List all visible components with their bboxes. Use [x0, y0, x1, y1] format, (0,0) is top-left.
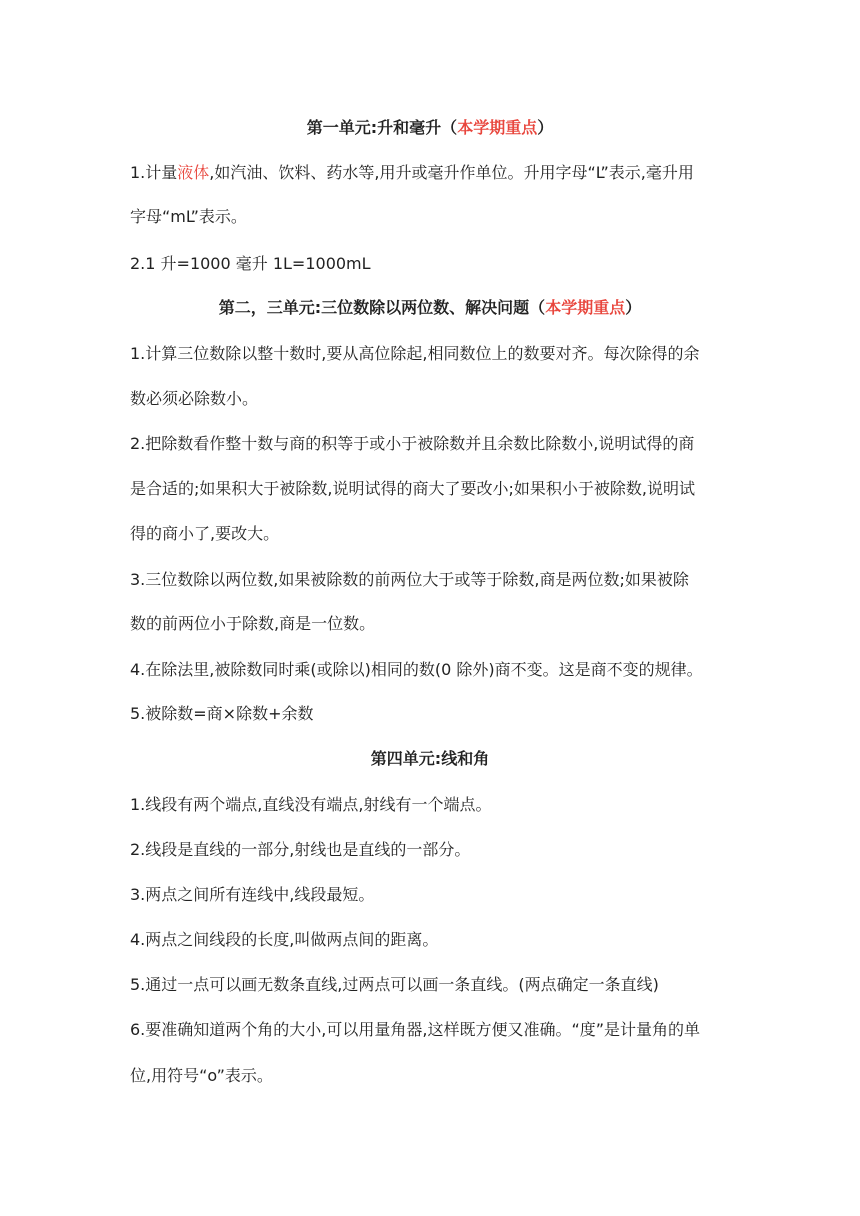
paragraph-line: 数的前两位小于除数,商是一位数。	[130, 614, 376, 633]
section-title: 第四单元:线和角	[370, 749, 490, 768]
text-segment: 1.计量	[130, 163, 178, 182]
section-heading-unit-4	[0, 749, 860, 769]
paragraph-line: 4.在除法里,被除数同时乘(或除以)相同的数(0 除外)商不变。这是商不变的规律。	[130, 660, 703, 679]
paragraph-line: 位,用符号“o”表示。	[130, 1066, 273, 1085]
paragraph-line: 5.被除数=商×除数+余数	[130, 704, 314, 723]
paragraph-line: 1.计算三位数除以整十数时,要从高位除起,相同数位上的数要对齐。每次除得的余	[130, 344, 700, 363]
paragraph-line: 2.把除数看作整十数与商的积等于或小于被除数并且余数比除数小,说明试得的商	[130, 434, 695, 453]
highlighted-word: 液体	[177, 163, 210, 182]
key-point-highlight: 本学期重点	[457, 118, 538, 137]
paragraph-line: 3.两点之间所有连线中,线段最短。	[130, 885, 375, 904]
paren-open: （	[529, 298, 546, 317]
paragraph-line: 5.通过一点可以画无数条直线,过两点可以画一条直线。(两点确定一条直线)	[130, 975, 659, 994]
paren-close: ）	[625, 298, 642, 317]
paragraph-line: 3.三位数除以两位数,如果被除数的前两位大于或等于除数,商是两位数;如果被除	[130, 570, 689, 589]
paren-open: （	[441, 118, 458, 137]
paragraph-line: 2.1 升=1000 毫升 1L=1000mL	[130, 254, 371, 273]
text-segment: ,如汽油、饮料、药水等,用升或毫升作单位。升用字母“L”表示,毫升用	[209, 163, 694, 182]
section-title: 第二，三单元:三位数除以两位数、解决问题	[218, 298, 530, 317]
key-point-highlight: 本学期重点	[545, 298, 626, 317]
paragraph-line: 是合适的;如果积大于被除数,说明试得的商大了要改小;如果积小于被除数,说明试	[130, 479, 695, 498]
paragraph-line: 1.线段有两个端点,直线没有端点,射线有一个端点。	[130, 795, 492, 814]
section-title: 第一单元:升和毫升	[306, 118, 442, 137]
section-heading-unit-2-3	[0, 298, 860, 318]
paragraph-line: 4.两点之间线段的长度,叫做两点间的距离。	[130, 930, 439, 949]
paragraph-line: 得的商小了,要改大。	[130, 524, 280, 543]
paragraph-line: 2.线段是直线的一部分,射线也是直线的一部分。	[130, 840, 471, 859]
paragraph-line: 数必须必除数小。	[130, 389, 259, 408]
paragraph-line	[130, 163, 694, 183]
paragraph-line: 6.要准确知道两个角的大小,可以用量角器,这样既方便又准确。“度”是计量角的单	[130, 1020, 701, 1039]
section-heading-unit-1	[0, 118, 860, 138]
paragraph-line: 字母“mL”表示。	[130, 207, 247, 226]
paren-close: ）	[537, 118, 554, 137]
